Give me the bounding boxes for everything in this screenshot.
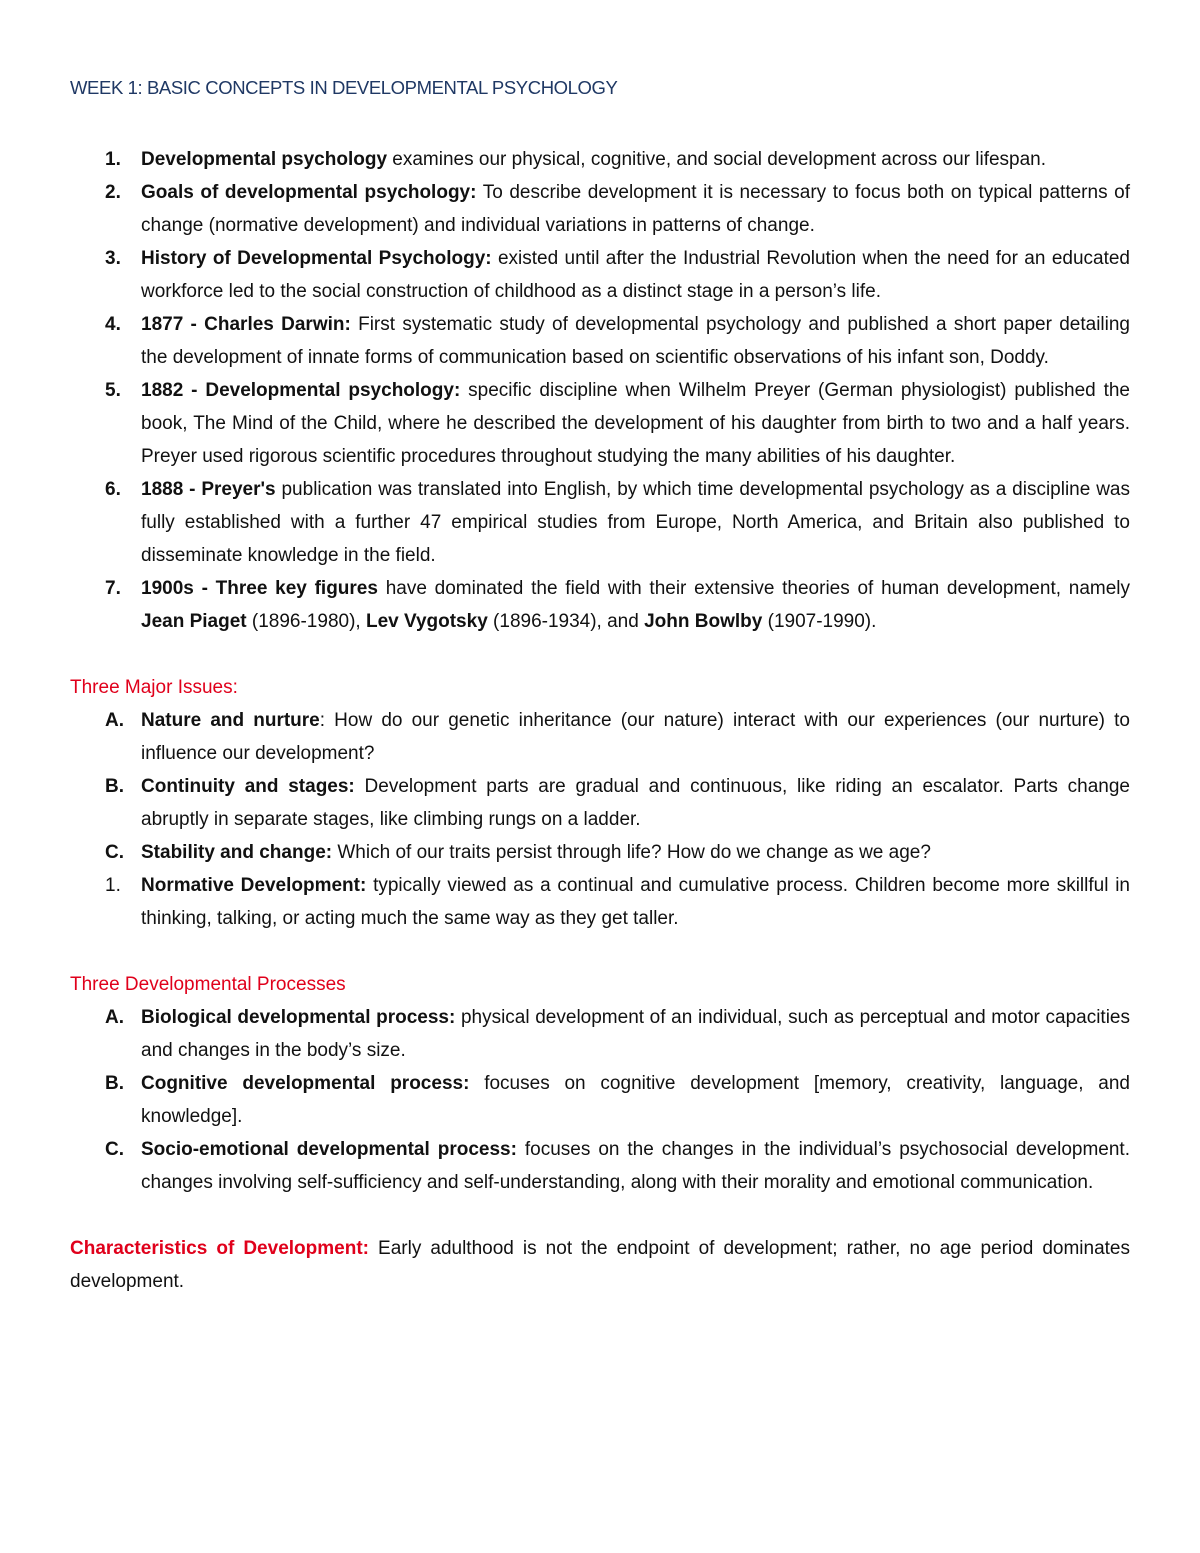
list-marker: 4.	[105, 314, 121, 335]
item-term: Developmental psychology	[141, 149, 388, 170]
issues-heading: Three Major Issues:	[70, 677, 238, 698]
list-item	[70, 572, 1130, 638]
list-item	[70, 143, 1130, 176]
item-text: focuses on cognitive development [memory, creativity, language, and knowledge].	[141, 1073, 1130, 1127]
item-text: First systematic study of developmental psychology and published a short paper detailing the development of innate forms of communication based on scientific observations of his infant son, Doddy.	[141, 314, 1131, 368]
item-term: 1877 - Charles Darwin:	[141, 314, 351, 335]
processes-list	[70, 1001, 1130, 1199]
item-term: History of Developmental Psychology:	[141, 248, 492, 269]
characteristics-paragraph	[70, 1232, 1130, 1298]
list-item	[70, 473, 1130, 572]
list-marker: C.	[105, 842, 124, 863]
list-item	[70, 176, 1130, 242]
item-term: 1888 - Preyer's	[141, 479, 276, 500]
list-item	[70, 242, 1130, 308]
item-text: (1907-1990).	[762, 611, 877, 632]
list-marker: B.	[105, 776, 124, 797]
list-marker: 1.	[105, 149, 121, 170]
item-text: (1896-1980),	[246, 611, 366, 632]
figure-name: Lev Vygotsky	[365, 611, 488, 632]
figure-name: John Bowlby	[644, 611, 763, 632]
list-item	[70, 869, 1130, 935]
item-text: examines our physical, cognitive, and social development across our lifespan.	[387, 149, 1047, 170]
item-term: Stability and change:	[141, 842, 333, 863]
item-term: Goals of developmental psychology:	[141, 182, 477, 203]
item-term: Normative Development:	[141, 875, 367, 896]
concepts-list	[70, 143, 1130, 638]
item-text: (1896-1934), and	[487, 611, 645, 632]
list-marker: 1.	[105, 875, 121, 896]
item-text: To describe development it is necessary to focus both on typical patterns of change (normative development) and individual variations in patterns of change.	[141, 182, 1131, 236]
list-item	[70, 836, 1130, 869]
list-item	[70, 1001, 1130, 1067]
item-term: Socio-emotional developmental process:	[141, 1139, 517, 1160]
item-text: Which of our traits persist through life? How do we change as we age?	[332, 842, 931, 863]
list-marker: 5.	[105, 380, 121, 401]
list-item	[70, 770, 1130, 836]
document-page	[70, 66, 1130, 1298]
item-term: Continuity and stages:	[141, 776, 355, 797]
characteristics-heading: Characteristics of Development:	[70, 1238, 369, 1259]
item-text: : How do our genetic inheritance (our nature) interact with our experiences (our nurture) to influence our development?	[141, 710, 1130, 764]
list-marker: A.	[105, 1007, 124, 1028]
page-title: WEEK 1: BASIC CONCEPTS IN DEVELOPMENTAL PSYCHOLOGY	[70, 77, 618, 98]
item-term: 1900s - Three key figures	[141, 578, 378, 599]
figure-name: Jean Piaget	[141, 611, 247, 632]
list-marker: 2.	[105, 182, 121, 203]
item-term: Biological developmental process:	[141, 1007, 456, 1028]
item-text: have dominated the field with their extensive theories of human development, namely	[377, 578, 1130, 599]
item-text: physical development of an individual, such as perceptual and motor capacities and changes in the body’s size.	[141, 1007, 1130, 1061]
item-text: focuses on the changes in the individual’s psychosocial development. changes involving self-sufficiency and self-understanding, along with their morality and emotional communication.	[141, 1139, 1130, 1193]
item-text: typically viewed as a continual and cumulative process. Children become more skillful in thinking, talking, or acting much the same way as they get taller.	[141, 875, 1130, 929]
item-term: Nature and nurture	[141, 710, 320, 731]
list-marker: 7.	[105, 578, 121, 599]
issues-list	[70, 704, 1130, 935]
list-marker: 6.	[105, 479, 121, 500]
list-item	[70, 704, 1130, 770]
item-text: existed until after the Industrial Revolution when the need for an educated workforce led to the social construction of childhood as a distinct stage in a person’s life.	[141, 248, 1130, 302]
item-term: 1882 - Developmental psychology:	[141, 380, 461, 401]
list-marker: 3.	[105, 248, 121, 269]
list-item	[70, 1067, 1130, 1133]
item-text: publication was translated into English, by which time developmental psychology as a discipline was fully established with a further 47 empirical studies from Europe, North America, and Britain also published to disseminate knowledge in the field.	[141, 479, 1130, 566]
list-marker: C.	[105, 1139, 124, 1160]
processes-heading: Three Developmental Processes	[70, 974, 346, 995]
list-item	[70, 1133, 1130, 1199]
list-item	[70, 374, 1130, 473]
list-marker: B.	[105, 1073, 124, 1094]
characteristics-text: Early adulthood is not the endpoint of development; rather, no age period dominates development.	[70, 1238, 1130, 1292]
item-term: Cognitive developmental process:	[141, 1073, 470, 1094]
item-text: Development parts are gradual and continuous, like riding an escalator. Parts change abruptly in separate stages, like climbing rungs on a ladder.	[141, 776, 1130, 830]
list-marker: A.	[105, 710, 124, 731]
item-text: specific discipline when Wilhelm Preyer (German physiologist) published the book, The Mind of the Child, where he described the development of his daughter from birth to two and a half years. Preyer used rigorous scientific procedures throughout studying the many abilities of his daughter.	[141, 380, 1130, 467]
list-item	[70, 308, 1130, 374]
